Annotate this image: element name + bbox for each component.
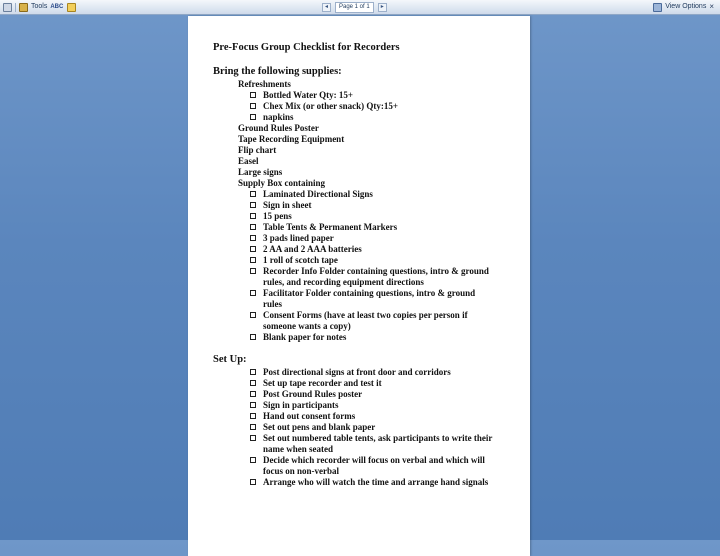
- close-button[interactable]: ×: [709, 2, 714, 11]
- page-indicator: Page 1 of 1: [335, 2, 374, 13]
- box-item-continued: rules, and recording equipment directions: [263, 277, 424, 287]
- toolbar-left-group: [3, 2, 76, 12]
- checkbox: [250, 334, 256, 340]
- spelling-icon[interactable]: ABC: [50, 3, 64, 10]
- checkbox: [250, 114, 256, 120]
- checkbox: [250, 257, 256, 263]
- preview-toolbar: [0, 0, 720, 15]
- checkbox: [250, 369, 256, 375]
- setup-heading: Set Up:: [213, 354, 247, 365]
- checkbox: [250, 246, 256, 252]
- next-page-button[interactable]: ▸: [378, 3, 387, 12]
- checkbox: [250, 457, 256, 463]
- checkbox: [250, 202, 256, 208]
- previous-page-button[interactable]: ◂: [322, 3, 331, 12]
- folder-icon[interactable]: [67, 3, 76, 12]
- document-page: Pre-Focus Group Checklist for Recorders Bring the following supplies: Refreshments Bottled Water Qty: 15+ Chex Mix (or other snack) Qty:15+ napkins Ground Rules Poster Tape Recording Equipment Flip chart Easel Large signs Supply Box containing Laminated Directional Signs Sign in sheet 15 pens Table Tents & Permanent Markers 3 pads lined paper 2 AA and 2 AAA batteries 1 roll of scotch tape Recorder Info Folder containing questions, intro & ground rules, and recording equipment directions Facilitator Folder containing questions, intro & ground rules Consent Forms (have at least two copies per person if someone wants a copy) Blank paper for notes Set Up: Post directional signs at front door and corridors Set up tape recorder and test it Post Ground Rules poster Sign in participants Hand out consent forms Set out pens and blank paper Set out numbered table tents, ask participants to write their name when seated Decide which recorder will focus on verbal and which will focus on non-verbal Arrange who will watch the time and arrange hand signals: [188, 16, 530, 556]
- supplies-heading: Bring the following supplies:: [213, 66, 342, 77]
- checkbox: [250, 92, 256, 98]
- page-navigation: [322, 2, 387, 13]
- checkbox: [250, 380, 256, 386]
- toolbar-right-group: [653, 2, 714, 12]
- view-options-icon[interactable]: [653, 3, 662, 12]
- checkbox: [250, 224, 256, 230]
- checkbox: [250, 435, 256, 441]
- supply-item: Supply Box containing: [238, 178, 326, 188]
- checkbox: [250, 213, 256, 219]
- checkbox: [250, 312, 256, 318]
- checkbox: [250, 235, 256, 241]
- checkbox: [250, 290, 256, 296]
- refreshments-label: Refreshments: [238, 79, 291, 89]
- supply-item: Tape Recording Equipment: [238, 134, 345, 144]
- view-options-button[interactable]: View Options: [665, 3, 707, 10]
- checkbox: [250, 103, 256, 109]
- supply-item: Ground Rules Poster: [238, 123, 319, 133]
- checkbox: [250, 391, 256, 397]
- toolbar-separator: [15, 3, 16, 12]
- supply-item: Flip chart: [238, 145, 277, 155]
- checkbox: [250, 268, 256, 274]
- print-icon[interactable]: [3, 3, 12, 12]
- tools-icon[interactable]: [19, 3, 28, 12]
- setup-item-continued: focus on non-verbal: [263, 466, 340, 476]
- checkbox: [250, 413, 256, 419]
- tools-menu-label[interactable]: Tools: [31, 3, 48, 10]
- supply-item: Easel: [238, 156, 259, 166]
- checkbox: [250, 424, 256, 430]
- setup-item-continued: name when seated: [263, 444, 333, 454]
- checkbox: [250, 479, 256, 485]
- supply-item: Large signs: [238, 167, 283, 177]
- checkbox: [250, 402, 256, 408]
- box-item-continued: someone wants a copy): [263, 321, 351, 331]
- box-item-continued: rules: [263, 299, 282, 309]
- checkbox: [250, 191, 256, 197]
- document-title: Pre-Focus Group Checklist for Recorders: [213, 42, 400, 53]
